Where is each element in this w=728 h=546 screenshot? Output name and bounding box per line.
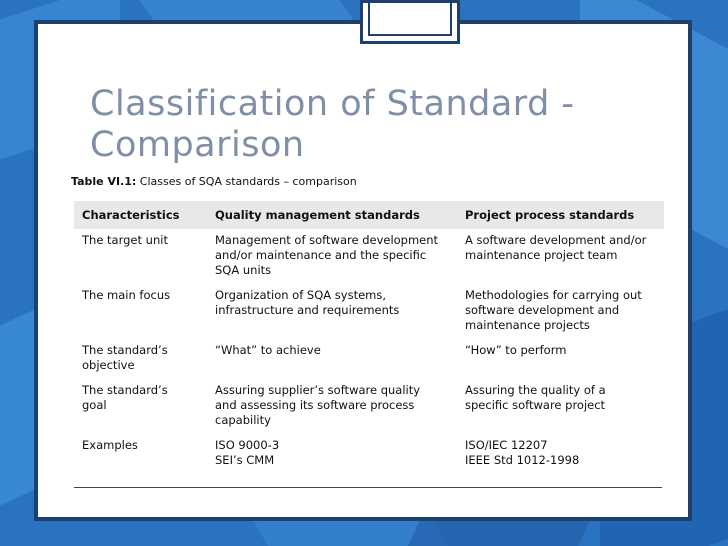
cell-text-line: The target unit [82,233,168,247]
table-body [74,229,664,480]
characteristic-cell [74,434,207,480]
quality-cell [207,284,457,339]
project-cell [457,229,664,284]
cell-text-line: Management of software development [215,233,439,247]
cell-text-line: “How” to perform [465,343,567,357]
cell-text-line: A software development and/or [465,233,647,247]
cell-text-line: and/or maintenance and the specific [215,248,427,262]
characteristic-cell [74,229,207,284]
quality-cell [207,434,457,480]
caption-label: Table VI.1: [71,175,137,188]
project-cell [457,339,664,379]
table-caption [71,175,357,188]
quality-cell [207,379,457,434]
title-line-2: Comparison [90,125,305,165]
slide-title [90,84,650,166]
cell-text-line: software development and [465,303,620,317]
characteristic-cell [74,339,207,379]
cell-text-line: Examples [82,438,138,452]
header-characteristics: Characteristics [74,201,207,229]
table-row [74,229,664,284]
cell-text-line: specific software project [465,398,606,412]
table-row [74,339,664,379]
caption-text: Classes of SQA standards – comparison [136,175,357,188]
project-cell [457,284,664,339]
cell-text-line: goal [82,398,107,412]
cell-text-line: “What” to achieve [215,343,321,357]
table-header-row [74,201,664,229]
cell-text-line: Organization of SQA systems, [215,288,387,302]
header-quality-management: Quality management standards [207,201,457,229]
cell-text-line: ISO/IEC 12207 [465,438,548,452]
table-bottom-rule [74,487,662,488]
cell-text-line: objective [82,358,135,372]
cell-text-line: and assessing its software process [215,398,415,412]
title-line-1: Classification of Standard - [90,84,575,124]
cell-text-line: IEEE Std 1012-1998 [465,453,580,467]
decorative-accent-inner [368,0,452,36]
cell-text-line: infrastructure and requirements [215,303,400,317]
cell-text-line: The standard’s [82,383,168,397]
characteristic-cell [74,284,207,339]
project-cell [457,379,664,434]
cell-text-line: Methodologies for carrying out [465,288,642,302]
table-row [74,434,664,480]
cell-text-line: SEI’s CMM [215,453,275,467]
comparison-table [74,201,664,480]
table-row [74,284,664,339]
characteristic-cell [74,379,207,434]
table-row [74,379,664,434]
cell-text-line: Assuring the quality of a [465,383,606,397]
cell-text-line: maintenance projects [465,318,590,332]
project-cell [457,434,664,480]
cell-text-line: ISO 9000-3 [215,438,280,452]
cell-text-line: Assuring supplier’s software quality [215,383,421,397]
header-project-process: Project process standards [457,201,664,229]
cell-text-line: maintenance project team [465,248,618,262]
quality-cell [207,339,457,379]
quality-cell [207,229,457,284]
cell-text-line: capability [215,413,271,427]
cell-text-line: The main focus [82,288,171,302]
cell-text-line: The standard’s [82,343,168,357]
cell-text-line: SQA units [215,263,272,277]
